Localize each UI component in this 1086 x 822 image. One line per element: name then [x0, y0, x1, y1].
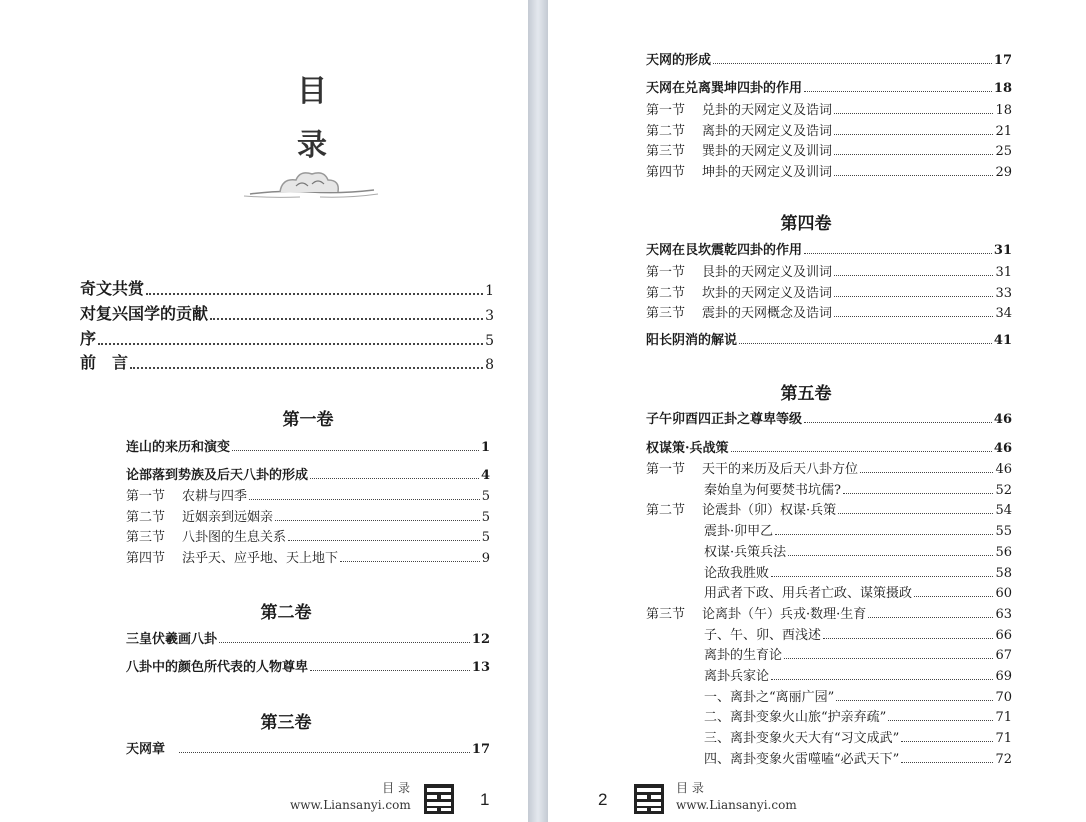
dot-leader	[210, 318, 483, 320]
toc-section-number: 第二节	[126, 510, 166, 525]
dot-leader	[834, 175, 993, 176]
toc-entry-label: 四、离卦变象火雷噬嗑“必武天下”	[704, 752, 900, 767]
toc-entry-page: 71	[995, 731, 1012, 746]
toc-entry[interactable]	[80, 301, 494, 324]
footer-label: 目 录	[676, 781, 704, 795]
toc-entry[interactable]	[646, 499, 1012, 518]
dot-leader	[834, 275, 993, 276]
toc-entry-label: 艮卦的天网定义及训词	[702, 265, 833, 280]
toc-entry[interactable]	[646, 727, 1012, 746]
toc-entry-label: 三、离卦变象火天大有“习文成武”	[704, 731, 900, 746]
toc-entry[interactable]	[80, 350, 494, 373]
toc-entry[interactable]	[646, 520, 1012, 539]
toc-entry-page: 21	[995, 124, 1012, 139]
toc-entry[interactable]	[646, 120, 1012, 139]
dot-leader	[784, 658, 993, 659]
toc-entry-page: 5	[481, 489, 490, 504]
toc-entry-page: 60	[995, 586, 1012, 601]
toc-entry-page: 5	[481, 510, 490, 525]
toc-entry[interactable]	[646, 686, 1012, 705]
toc-entry-page: 17	[993, 53, 1012, 68]
dot-leader	[731, 451, 992, 452]
toc-section-number: 第二节	[646, 124, 686, 139]
dot-leader	[834, 154, 993, 155]
dot-leader	[232, 450, 479, 451]
toc-section-number: 第一节	[646, 265, 686, 280]
toc-entry-page: 25	[995, 144, 1012, 159]
toc-entry[interactable]	[646, 161, 1012, 180]
dot-leader	[836, 700, 993, 701]
toc-title-line2: 录	[297, 128, 327, 163]
dot-leader	[771, 679, 993, 680]
volume-heading: 第二卷	[260, 603, 312, 623]
toc-entry-page: 56	[995, 545, 1012, 560]
dot-leader	[834, 296, 993, 297]
dot-leader	[834, 113, 993, 114]
toc-entry-page: 66	[995, 628, 1012, 643]
volume-heading: 第三卷	[260, 713, 312, 733]
toc-entry[interactable]	[80, 276, 494, 299]
toc-entry[interactable]	[646, 479, 1012, 498]
volume-heading: 第一卷	[282, 410, 334, 430]
toc-entry[interactable]	[126, 436, 490, 455]
toc-entry-label: 离卦兵家论	[704, 669, 770, 684]
dot-leader	[219, 642, 470, 643]
toc-entry-label: 坤卦的天网定义及训词	[702, 165, 833, 180]
toc-entry-page: 70	[995, 690, 1012, 705]
toc-entry-page: 54	[995, 503, 1012, 518]
toc-entry-page: 13	[471, 660, 490, 675]
toc-entry[interactable]	[646, 624, 1012, 643]
toc-entry-label: 论震卦（卯）权谋·兵策	[702, 503, 837, 518]
toc-entry-page: 5	[481, 530, 490, 545]
toc-entry[interactable]	[646, 603, 1012, 622]
volume-heading: 第五卷	[780, 384, 832, 404]
toc-entry-page: 18	[995, 103, 1012, 118]
toc-section-number: 第一节	[646, 103, 686, 118]
toc-entry-label: 天网在艮坎震乾四卦的作用	[646, 243, 803, 258]
toc-entry-label: 巽卦的天网定义及训词	[702, 144, 833, 159]
dot-leader	[310, 478, 479, 479]
toc-entry-page: 63	[995, 607, 1012, 622]
dot-leader	[340, 561, 480, 562]
toc-entry-page: 69	[995, 669, 1012, 684]
toc-entry[interactable]	[646, 140, 1012, 159]
toc-entry-page: 1	[480, 440, 490, 455]
toc-section-number: 第一节	[646, 462, 686, 477]
footer-label: 目 录	[382, 781, 410, 795]
page-gutter	[528, 0, 548, 822]
toc-entry-page: 33	[995, 286, 1012, 301]
toc-entry[interactable]	[126, 485, 490, 504]
toc-entry-page: 5	[485, 333, 494, 349]
toc-entry-page: 1	[485, 283, 494, 299]
toc-entry[interactable]	[126, 506, 490, 525]
toc-entry[interactable]	[126, 656, 490, 675]
toc-entry-label: 二、离卦变象火山旅“护亲弃疏”	[704, 710, 887, 725]
toc-entry-page: 46	[993, 441, 1012, 456]
toc-entry-label: 连山的来历和演变	[126, 440, 231, 455]
dot-leader	[834, 134, 993, 135]
dot-leader	[713, 63, 992, 64]
dot-leader	[98, 343, 483, 345]
dot-leader	[179, 752, 470, 753]
dot-leader	[275, 520, 480, 521]
toc-entry-label: 奇文共赏	[80, 279, 145, 298]
toc-entry-label: 论离卦（午）兵戎·数理·生育	[702, 607, 867, 622]
toc-entry-label: 一、离卦之“离丽广园”	[704, 690, 835, 705]
toc-entry-label: 子午卯酉四正卦之尊卑等级	[646, 412, 803, 427]
toc-entry-label: 论敌我胜败	[704, 566, 770, 581]
toc-section-number: 第二节	[646, 286, 686, 301]
toc-entry-page: 31	[993, 243, 1012, 258]
dot-leader	[868, 617, 993, 618]
page-number: 1	[480, 790, 490, 809]
toc-entry-page: 8	[485, 357, 494, 373]
dot-leader	[288, 540, 480, 541]
toc-entry[interactable]	[646, 329, 1012, 348]
footer-url[interactable]: www.Liansanyi.com	[676, 798, 797, 812]
toc-section-number: 第四节	[646, 165, 686, 180]
toc-entry-label: 法乎天、应乎地、天上地下	[182, 551, 339, 566]
toc-entry-label: 天网在兑离巽坤四卦的作用	[646, 81, 803, 96]
toc-entry-page: 46	[995, 462, 1012, 477]
dot-leader	[843, 493, 993, 494]
dot-leader	[804, 91, 992, 92]
toc-entry-label: 权谋策·兵战策	[646, 441, 729, 456]
toc-entry-page: 52	[995, 483, 1012, 498]
dot-leader	[901, 741, 993, 742]
toc-entry-label: 阳长阴消的解说	[646, 333, 738, 348]
toc-entry-label: 对复兴国学的贡献	[80, 304, 209, 323]
dot-leader	[249, 499, 480, 500]
toc-entry[interactable]	[646, 541, 1012, 560]
toc-entry-label: 震卦的天网概念及诰词	[702, 306, 833, 321]
dot-leader	[130, 367, 483, 369]
toc-entry-label: 秦始皇为何要焚书坑儒?	[704, 483, 841, 498]
toc-entry-label: 论部落到势族及后天八卦的形成	[126, 468, 309, 483]
toc-entry-page: 9	[481, 551, 490, 566]
liansanyi-logo-icon	[424, 784, 454, 814]
toc-entry-label: 用武者下政、用兵者亡政、谋策摄政	[704, 586, 913, 601]
toc-entry-page: 34	[995, 306, 1012, 321]
toc-section-number: 第一节	[126, 489, 166, 504]
toc-entry[interactable]	[646, 748, 1012, 767]
toc-entry-page: 18	[993, 81, 1012, 96]
dot-leader	[838, 513, 993, 514]
toc-entry-page: 72	[995, 752, 1012, 767]
dot-leader	[823, 638, 993, 639]
toc-entry-label: 震卦·卯甲乙	[704, 524, 774, 539]
toc-section-number: 第三节	[646, 607, 686, 622]
dot-leader	[860, 472, 993, 473]
toc-entry-page: 3	[485, 308, 494, 324]
toc-entry[interactable]	[646, 282, 1012, 301]
toc-entry-label: 天网的形成	[646, 53, 712, 68]
toc-entry-label: 天干的来历及后天八卦方位	[702, 462, 859, 477]
toc-entry[interactable]	[646, 562, 1012, 581]
toc-entry-page: 67	[995, 648, 1012, 663]
toc-entry[interactable]	[646, 644, 1012, 663]
toc-entry-label: 近姻亲到远姻亲	[182, 510, 274, 525]
toc-entry[interactable]	[126, 526, 490, 545]
toc-entry-label: 离卦的天网定义及诰词	[702, 124, 833, 139]
toc-entry[interactable]	[80, 326, 494, 349]
dot-leader	[739, 343, 992, 344]
toc-entry-label: 坎卦的天网定义及诰词	[702, 286, 833, 301]
toc-entry-label: 子、午、卯、酉浅述	[704, 628, 822, 643]
toc-entry[interactable]	[646, 302, 1012, 321]
toc-entry[interactable]	[126, 738, 490, 757]
toc-entry[interactable]	[646, 239, 1012, 258]
toc-entry-page: 41	[993, 333, 1012, 348]
toc-entry[interactable]	[646, 261, 1012, 280]
dot-leader	[914, 596, 993, 597]
toc-entry-page: 17	[471, 742, 490, 757]
toc-entry-label: 前 言	[80, 353, 129, 372]
dot-leader	[901, 762, 993, 763]
toc-entry-label: 天网章	[126, 742, 166, 757]
toc-entry-label: 农耕与四季	[182, 489, 248, 504]
toc-entry[interactable]	[646, 99, 1012, 118]
toc-entry-page: 55	[995, 524, 1012, 539]
dot-leader	[788, 555, 993, 556]
toc-entry[interactable]	[646, 458, 1012, 477]
toc-entry-page: 46	[993, 412, 1012, 427]
toc-entry-label: 三皇伏羲画八卦	[126, 632, 218, 647]
toc-entry-page: 31	[995, 265, 1012, 280]
toc-entry[interactable]	[646, 665, 1012, 684]
dot-leader	[310, 670, 470, 671]
dot-leader	[834, 316, 993, 317]
toc-entry-page: 58	[995, 566, 1012, 581]
toc-section-number: 第二节	[646, 503, 686, 518]
toc-entry[interactable]	[646, 49, 1012, 68]
toc-entry-page: 4	[480, 468, 490, 483]
toc-entry-page: 12	[471, 632, 490, 647]
toc-entry-label: 离卦的生育论	[704, 648, 783, 663]
toc-entry-page: 71	[995, 710, 1012, 725]
dot-leader	[804, 422, 992, 423]
toc-entry-label: 八卦图的生息关系	[182, 530, 287, 545]
page-number: 2	[598, 790, 608, 809]
dot-leader	[146, 293, 483, 295]
toc-section-number: 第三节	[646, 144, 686, 159]
liansanyi-logo-icon	[634, 784, 664, 814]
volume-heading: 第四卷	[780, 214, 832, 234]
toc-section-number: 第四节	[126, 551, 166, 566]
toc-entry[interactable]	[126, 628, 490, 647]
footer-url[interactable]: www.Liansanyi.com	[290, 798, 411, 812]
toc-section-number: 第三节	[126, 530, 166, 545]
toc-entry[interactable]	[646, 706, 1012, 725]
dot-leader	[804, 253, 992, 254]
toc-entry-page: 29	[995, 165, 1012, 180]
toc-entry-label: 权谋·兵策兵法	[704, 545, 787, 560]
cloud-ornament-icon	[240, 164, 380, 204]
dot-leader	[771, 576, 993, 577]
toc-title-line1: 目	[297, 74, 327, 109]
toc-entry[interactable]	[646, 437, 1012, 456]
toc-entry-label: 八卦中的颜色所代表的人物尊卑	[126, 660, 309, 675]
toc-entry[interactable]	[646, 408, 1012, 427]
toc-entry[interactable]	[646, 582, 1012, 601]
toc-section-number: 第三节	[646, 306, 686, 321]
toc-entry[interactable]	[646, 77, 1012, 96]
toc-entry[interactable]	[126, 464, 490, 483]
toc-entry-label: 兑卦的天网定义及诰词	[702, 103, 833, 118]
toc-entry-label: 序	[80, 329, 97, 348]
dot-leader	[775, 534, 993, 535]
left-page	[0, 0, 528, 822]
dot-leader	[888, 720, 993, 721]
toc-entry[interactable]	[126, 547, 490, 566]
